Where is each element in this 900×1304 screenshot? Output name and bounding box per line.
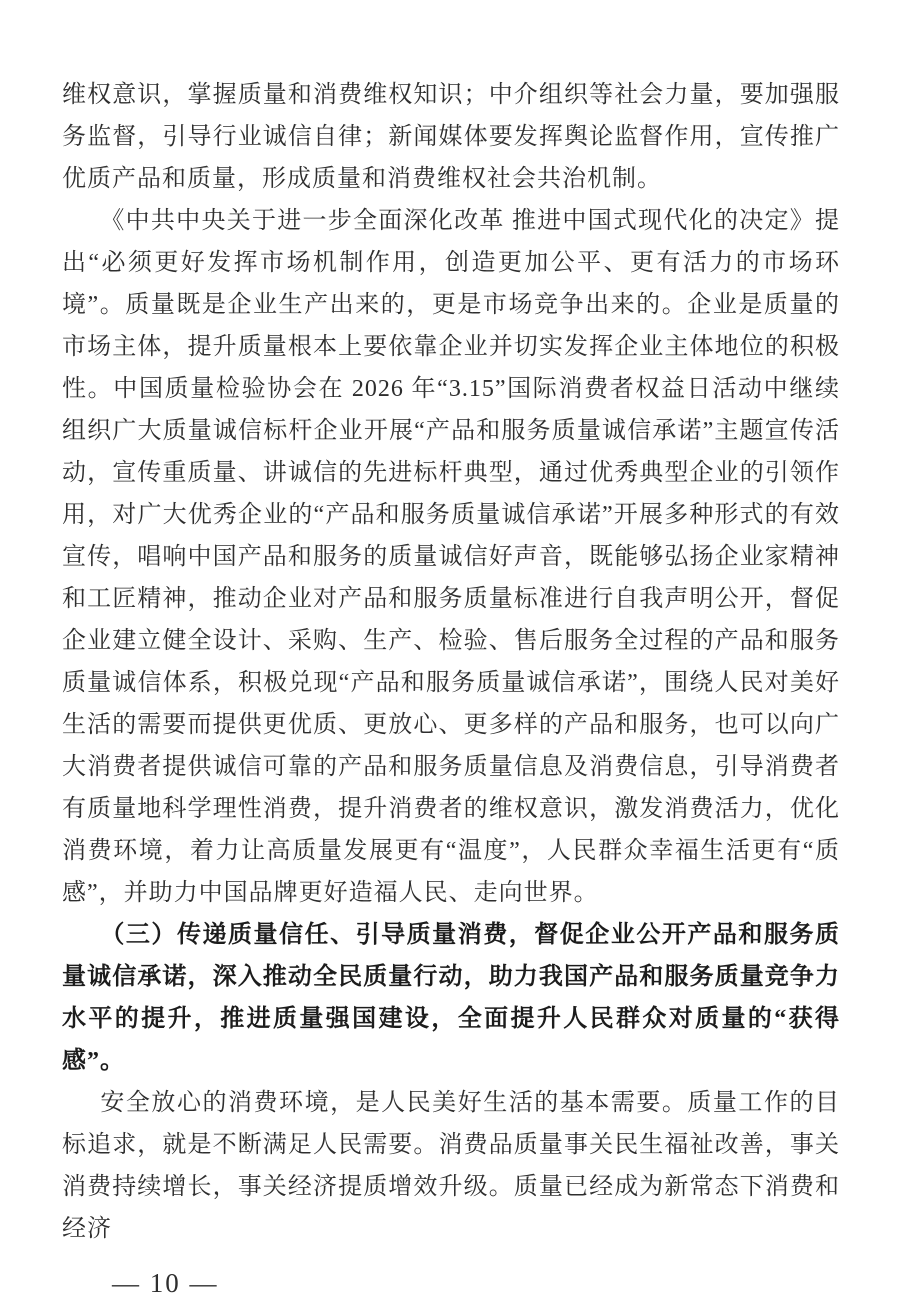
paragraph-section-heading: （三）传递质量信任、引导质量消费，督促企业公开产品和服务质量诚信承诺，深入推动全民质量行动，助力我国产品和服务质量竞争力水平的提升，推进质量强国建设，全面提升人民群众对质量的“获得感”。 <box>62 922 840 1074</box>
paragraph-body: 《中共中央关于进一步全面深化改革 推进中国式现代化的决定》提出“必须更好发挥市场机制作用，创造更加公平、更有活力的市场环境”。质量既是企业生产出来的，更是市场竞争出来的。企业是质量的市场主体，提升质量根本上要依靠企业并切实发挥企业主体地位的积极性。中国质量检验协会在 2026 年“3.15”国际消费者权益日活动中继续组织广大质量诚信标杆企业开展“产品和服务质量诚信承诺”主题宣传活动，宣传重质量、讲诚信的先进标杆典型，通过优秀典型企业的引领作用，对广大优秀企业的“产品和服务质量诚信承诺”开展多种形式的有效宣传，唱响中国产品和服务的质量诚信好声音，既能够弘扬企业家精神和工匠精神，推动企业对产品和服务质量标准进行自我声明公开，督促企业建立健全设计、采购、生产、检验、售后服务全过程的产品和服务质量诚信体系，积极兑现“产品和服务质量诚信承诺”，围绕人民对美好生活的需要而提供更优质、更放心、更多样的产品和服务，也可以向广大消费者提供诚信可靠的产品和服务质量信息及消费信息，引导消费者有质量地科学理性消费，提升消费者的维权意识，激发消费活力，优化消费环境，着力让高质量发展更有“温度”，人民群众幸福生活更有“质感”，并助力中国品牌更好造福人民、走向世界。 <box>62 208 840 906</box>
paragraph-body: 安全放心的消费环境，是人民美好生活的基本需要。质量工作的目标追求，就是不断满足人民需要。消费品质量事关民生福祉改善，事关消费持续增长，事关经济提质增效升级。质量已经成为新常态下消费和经济 <box>62 1090 840 1242</box>
paragraph-continuation: 维权意识，掌握质量和消费维权知识；中介组织等社会力量，要加强服务监督，引导行业诚信自律；新闻媒体要发挥舆论监督作用，宣传推广优质产品和质量，形成质量和消费维权社会共治机制。 <box>62 82 840 192</box>
page-number: — 10 — <box>112 1268 219 1298</box>
document-body <box>62 74 840 1250</box>
